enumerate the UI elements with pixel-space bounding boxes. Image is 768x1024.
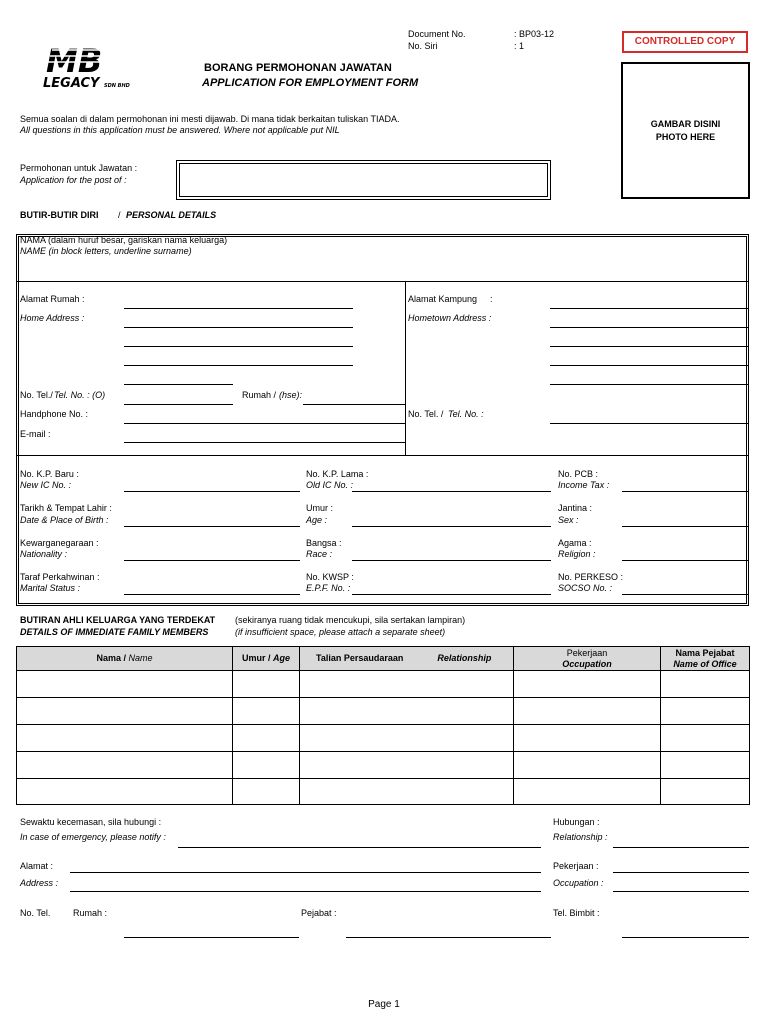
page-number: Page 1 bbox=[368, 999, 400, 1010]
name-label-en: NAME (in block letters, underline surname) bbox=[20, 246, 192, 256]
family-table bbox=[16, 646, 750, 805]
home-address-line-5[interactable] bbox=[124, 384, 233, 385]
tel2-line[interactable] bbox=[550, 423, 749, 424]
tel-label-en: Tel. No. : (O) bbox=[54, 390, 106, 400]
table-cell[interactable] bbox=[300, 752, 514, 779]
table-cell[interactable] bbox=[661, 698, 750, 725]
table-cell[interactable] bbox=[17, 725, 233, 752]
table-cell[interactable] bbox=[514, 779, 661, 805]
kampung-line-3[interactable] bbox=[550, 346, 749, 347]
siri-value: : 1 bbox=[514, 41, 525, 51]
kp-baru-label-bm: No. K.P. Baru : bbox=[20, 469, 79, 479]
table-cell[interactable] bbox=[300, 725, 514, 752]
table-row bbox=[17, 725, 750, 752]
table-cell[interactable] bbox=[661, 752, 750, 779]
post-label-bm: Permohonan untuk Jawatan : bbox=[20, 163, 138, 173]
col-office-bm: Nama Pejabat bbox=[675, 648, 735, 659]
family-note-en: (if insufficient space, please attach a separate sheet) bbox=[235, 627, 446, 637]
table-cell[interactable] bbox=[17, 698, 233, 725]
table-cell[interactable] bbox=[233, 752, 300, 779]
personal-heading-slash: / bbox=[118, 210, 121, 220]
alamat-label-en: Address : bbox=[20, 878, 59, 888]
family-note-bm: (sekiranya ruang tidak mencukupi, sila sertakan lampiran) bbox=[235, 615, 466, 625]
kampung-label-en: Hometown Address : bbox=[408, 313, 492, 323]
kampung-line-4[interactable] bbox=[550, 365, 749, 366]
kampung-label-colon: : bbox=[490, 294, 493, 304]
agama-label-en: Religion : bbox=[558, 549, 596, 559]
col-age-en: Age bbox=[273, 653, 291, 664]
marital-line[interactable] bbox=[124, 594, 300, 595]
table-row bbox=[17, 779, 750, 805]
table-cell[interactable] bbox=[17, 671, 233, 698]
col-name-en: Name bbox=[128, 653, 153, 664]
col-office-header bbox=[661, 647, 750, 671]
em-office-tel-line[interactable] bbox=[346, 937, 551, 938]
handphone-line[interactable] bbox=[124, 423, 406, 424]
table-cell[interactable] bbox=[233, 779, 300, 805]
kp-baru-label-en: New IC No. : bbox=[20, 480, 72, 490]
epf-line[interactable] bbox=[352, 594, 551, 595]
kwsp-label-en: E.P.F. No. : bbox=[306, 583, 351, 593]
kerja-label-bm: Pekerjaan : bbox=[553, 861, 599, 871]
col-relationship-bm: Talian Persaudaraan bbox=[316, 653, 404, 664]
table-cell[interactable] bbox=[233, 698, 300, 725]
form-title-bm: BORANG PERMOHONAN JAWATAN bbox=[204, 62, 392, 74]
intro-en: All questions in this application must be answered. Where not applicable put NIL bbox=[20, 125, 340, 135]
personal-heading-en: PERSONAL DETAILS bbox=[126, 210, 217, 220]
kp-baru-line[interactable] bbox=[124, 491, 300, 492]
sex-line[interactable] bbox=[622, 526, 749, 527]
jantina-label-bm: Jantina : bbox=[558, 503, 593, 513]
emergency-relationship-line[interactable] bbox=[613, 847, 749, 848]
home-address-line-3[interactable] bbox=[124, 346, 353, 347]
intro-bm: Semua soalan di dalam permohonan ini mesti dijawab. Di mana tidak berkaitan tuliskan TIADA. bbox=[20, 114, 400, 124]
logo-legacy-text: LEGACY bbox=[43, 76, 100, 91]
nationality-line[interactable] bbox=[124, 560, 300, 561]
em-house-tel-line[interactable] bbox=[124, 937, 299, 938]
tel2-label-en: Tel. No. : bbox=[448, 409, 484, 419]
hubungan-label-bm: Hubungan : bbox=[553, 817, 600, 827]
logo-mb-text: MB bbox=[46, 44, 103, 80]
tel-house-line[interactable] bbox=[303, 404, 406, 405]
handphone-label: Handphone No. : bbox=[20, 409, 89, 419]
emergency-address-line-1[interactable] bbox=[70, 872, 541, 873]
pcb-label-en: Income Tax : bbox=[558, 480, 610, 490]
umur-label-bm: Umur : bbox=[306, 503, 333, 513]
table-cell[interactable] bbox=[661, 671, 750, 698]
age-line[interactable] bbox=[352, 526, 551, 527]
table-cell[interactable] bbox=[233, 671, 300, 698]
col-name-header bbox=[17, 647, 233, 671]
col-occupation-en: Occupation bbox=[562, 658, 612, 669]
family-heading-bm: BUTIRAN AHLI KELUARGA YANG TERDEKAT bbox=[20, 615, 216, 625]
em-mobile-line[interactable] bbox=[622, 937, 749, 938]
bangsa-label-en: Race : bbox=[306, 549, 333, 559]
siri-label: No. Siri bbox=[408, 41, 438, 51]
controlled-copy-stamp: CONTROLLED COPY bbox=[622, 31, 748, 53]
emergency-occupation-line-1[interactable] bbox=[613, 872, 749, 873]
socso-line[interactable] bbox=[622, 594, 749, 595]
personal-details-box bbox=[16, 234, 749, 606]
table-cell[interactable] bbox=[514, 671, 661, 698]
dob-label-bm: Tarikh & Tempat Lahir : bbox=[20, 503, 112, 513]
em-pejabat-label: Pejabat : bbox=[301, 908, 337, 918]
form-title-en: APPLICATION FOR EMPLOYMENT FORM bbox=[202, 77, 419, 89]
emergency-label-en: In case of emergency, please notify : bbox=[20, 832, 166, 842]
table-cell[interactable] bbox=[17, 752, 233, 779]
kp-lama-label-en: Old IC No. : bbox=[306, 480, 354, 490]
jantina-label-en: Sex : bbox=[558, 515, 579, 525]
table-row bbox=[17, 698, 750, 725]
table-cell[interactable] bbox=[661, 725, 750, 752]
perkeso-label-en: SOCSO No. : bbox=[558, 583, 613, 593]
col-relationship-en: Relationship bbox=[437, 653, 492, 664]
kampung-line-5[interactable] bbox=[550, 384, 749, 385]
col-occupation-bm: Pekerjaan bbox=[566, 648, 608, 659]
alamat-label-bm: Alamat : bbox=[20, 861, 54, 871]
logo-sdnbhd-text: SDN BHD bbox=[104, 83, 130, 89]
warga-label-bm: Kewarganegaraan : bbox=[20, 538, 99, 548]
emergency-label-bm: Sewaktu kecemasan, sila hubungi : bbox=[20, 817, 162, 827]
kerja-label-en: Occupation : bbox=[553, 878, 604, 888]
emergency-contact-line[interactable] bbox=[178, 847, 541, 848]
table-row bbox=[17, 752, 750, 779]
table-cell[interactable] bbox=[300, 671, 514, 698]
doc-no-value: : BP03-12 bbox=[514, 29, 555, 39]
col-office-en: Name of Office bbox=[673, 658, 737, 669]
hubungan-label-en: Relationship : bbox=[553, 832, 608, 842]
name-label-bm: NAMA (dalam huruf besar, gariskan nama keluarga) bbox=[20, 235, 228, 245]
table-cell[interactable] bbox=[514, 752, 661, 779]
col-name-bm: Nama / bbox=[96, 653, 126, 664]
tel-office-line[interactable] bbox=[124, 404, 233, 405]
home-address-line-2[interactable] bbox=[124, 327, 353, 328]
emergency-address-line-2[interactable] bbox=[70, 891, 541, 892]
race-line[interactable] bbox=[352, 560, 551, 561]
table-cell[interactable] bbox=[514, 698, 661, 725]
kahwin-label-en: Marital Status : bbox=[20, 583, 81, 593]
kp-lama-line[interactable] bbox=[352, 491, 551, 492]
warga-label-en: Nationality : bbox=[20, 549, 68, 559]
umur-label-en: Age : bbox=[306, 515, 328, 525]
kampung-label-bm: Alamat Kampung bbox=[408, 294, 478, 304]
contact-row-divider bbox=[17, 455, 749, 456]
table-cell[interactable] bbox=[514, 725, 661, 752]
table-cell[interactable] bbox=[661, 779, 750, 805]
rumah-label-en: (hse): bbox=[279, 390, 303, 400]
bangsa-label-bm: Bangsa : bbox=[306, 538, 342, 548]
address-divider bbox=[405, 281, 406, 455]
email-line[interactable] bbox=[124, 442, 406, 443]
table-cell[interactable] bbox=[300, 698, 514, 725]
rumah-label-bm: Rumah / bbox=[242, 390, 277, 400]
post-applied-field[interactable] bbox=[176, 160, 551, 200]
em-tel-label: No. Tel. bbox=[20, 908, 51, 918]
kwsp-label-bm: No. KWSP : bbox=[306, 572, 354, 582]
emergency-occupation-line-2[interactable] bbox=[613, 891, 749, 892]
table-cell[interactable] bbox=[17, 779, 233, 805]
personal-heading-bm: BUTIR-BUTIR DIRI bbox=[20, 210, 99, 220]
em-rumah-label: Rumah : bbox=[73, 908, 108, 918]
dob-label-en: Date & Place of Birth : bbox=[20, 515, 109, 525]
company-logo bbox=[38, 44, 160, 96]
name-row-divider bbox=[17, 281, 749, 282]
perkeso-label-bm: No. PERKESO : bbox=[558, 572, 624, 582]
email-label: E-mail : bbox=[20, 429, 51, 439]
dob-line[interactable] bbox=[124, 526, 300, 527]
table-cell[interactable] bbox=[233, 725, 300, 752]
em-bimbit-label: Tel. Bimbit : bbox=[553, 908, 600, 918]
pcb-label-bm: No. PCB : bbox=[558, 469, 599, 479]
col-relationship-header bbox=[300, 647, 514, 671]
religion-line[interactable] bbox=[622, 560, 749, 561]
kampung-line-1[interactable] bbox=[550, 308, 749, 309]
photo-box[interactable]: GAMBAR DISINI PHOTO HERE bbox=[621, 62, 750, 199]
post-label-en: Application for the post of : bbox=[20, 175, 127, 185]
kahwin-label-bm: Taraf Perkahwinan : bbox=[20, 572, 100, 582]
home-address-label-en: Home Address : bbox=[20, 313, 85, 323]
tel2-label-bm: No. Tel. / bbox=[408, 409, 444, 419]
col-age-header bbox=[233, 647, 300, 671]
family-table-header bbox=[17, 647, 750, 671]
table-row bbox=[17, 671, 750, 698]
agama-label-bm: Agama : bbox=[558, 538, 592, 548]
tel-label-bm: No. Tel./ bbox=[20, 390, 53, 400]
col-age-bm: Umur / bbox=[241, 653, 271, 664]
pcb-line[interactable] bbox=[622, 491, 749, 492]
kampung-line-2[interactable] bbox=[550, 327, 749, 328]
home-address-line-4[interactable] bbox=[124, 365, 353, 366]
kp-lama-label-bm: No. K.P. Lama : bbox=[306, 469, 369, 479]
family-heading-en: DETAILS OF IMMEDIATE FAMILY MEMBERS bbox=[20, 627, 209, 637]
section-divider bbox=[16, 804, 749, 805]
doc-no-label: Document No. bbox=[408, 29, 466, 39]
home-address-line-1[interactable] bbox=[124, 308, 353, 309]
table-cell[interactable] bbox=[300, 779, 514, 805]
home-address-label-bm: Alamat Rumah : bbox=[20, 294, 85, 304]
col-occupation-header bbox=[514, 647, 661, 671]
